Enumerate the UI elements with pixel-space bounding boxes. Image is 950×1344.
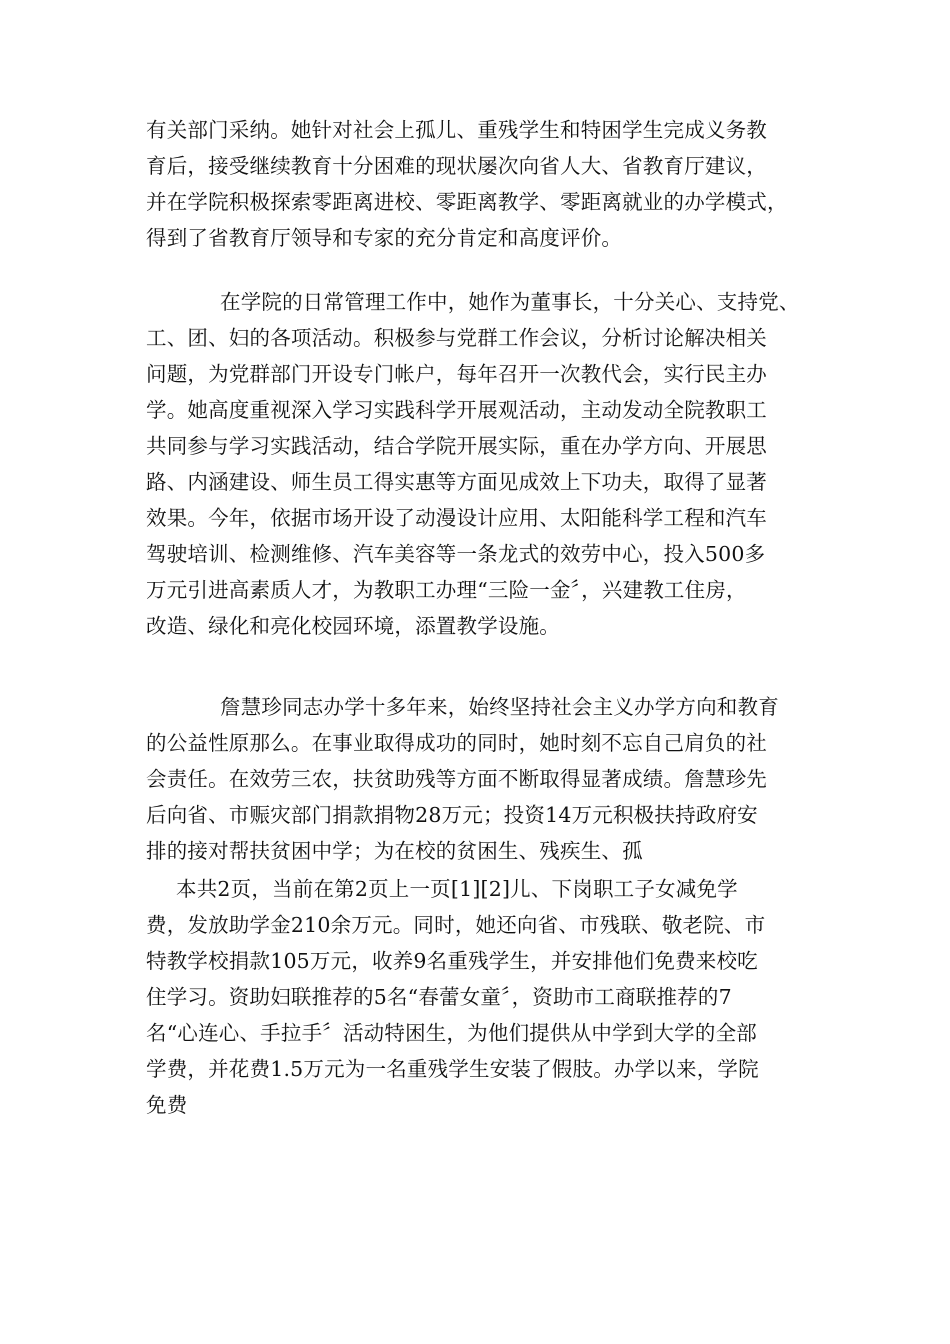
paragraph-line: 本共2页，当前在第2页上一页[1][2]儿、下岗职工子女减免学 (176, 877, 738, 901)
paragraph-line: 詹慧珍同志办学十多年来，始终坚持社会主义办学方向和教育 (220, 695, 779, 719)
paragraph-line: 学。她高度重视深入学习实践科学开展观活动，主动发动全院教职工 (146, 398, 767, 422)
paragraph-line: 费，发放助学金210余万元。同时，她还向省、市残联、敬老院、市 (146, 913, 766, 937)
paragraph-line: 有关部门采纳。她针对社会上孤儿、重残学生和特困学生完成义务教 (146, 118, 767, 142)
paragraph-4 (146, 871, 846, 1123)
paragraph-line: 的公益性原那么。在事业取得成功的同时，她时刻不忘自己肩负的社 (146, 731, 767, 755)
paragraph-line: 共同参与学习实践活动，结合学院开展实际，重在办学方向、开展思 (146, 434, 767, 458)
paragraph-2 (146, 284, 846, 644)
paragraph-line: 名“心连心、手拉手〞活动特困生，为他们提供从中学到大学的全部 (146, 1021, 757, 1045)
paragraph-line: 学费，并花费1.5万元为一名重残学生安装了假肢。办学以来，学院 (146, 1057, 759, 1081)
paragraph-line: 工、团、妇的各项活动。积极参与党群工作会议，分析讨论解决相关 (146, 326, 767, 350)
paragraph-line: 万元引进高素质人才，为教职工办理“三险一金〞，兴建教工住房， (146, 578, 747, 602)
paragraph-line: 后向省、市赈灾部门捐款捐物28万元；投资14万元积极扶持政府安 (146, 803, 758, 827)
paragraph-line: 驾驶培训、检测维修、汽车美容等一条龙式的效劳中心，投入500多 (146, 542, 766, 566)
paragraph-line: 会责任。在效劳三农，扶贫助残等方面不断取得显著成绩。詹慧珍先 (146, 767, 767, 791)
paragraph-line: 改造、绿化和亮化校园环境，添置教学设施。 (146, 614, 560, 638)
paragraph-line: 在学院的日常管理工作中，她作为董事长，十分关心、支持党、 (220, 290, 800, 314)
paragraph-line: 问题，为党群部门开设专门帐户，每年召开一次教代会，实行民主办 (146, 362, 767, 386)
paragraph-1 (146, 112, 846, 256)
paragraph-line: 免费 (146, 1093, 188, 1117)
paragraph-line: 得到了省教育厅领导和专家的充分肯定和高度评价。 (146, 226, 623, 250)
paragraph-line: 育后，接受继续教育十分困难的现状屡次向省人大、省教育厅建议， (146, 154, 767, 178)
paragraph-3 (146, 689, 846, 869)
paragraph-line: 特教学校捐款105万元，收养9名重残学生，并安排他们免费来校吃 (146, 949, 758, 973)
paragraph-line: 住学习。资助妇联推荐的5名“春蕾女童〞，资助市工商联推荐的7 (146, 985, 732, 1009)
paragraph-line: 排的接对帮扶贫困中学；为在校的贫困生、残疾生、孤 (146, 839, 643, 863)
paragraph-line: 路、内涵建设、师生员工得实惠等方面见成效上下功夫，取得了显著 (146, 470, 767, 494)
paragraph-line: 效果。今年，依据市场开设了动漫设计应用、太阳能科学工程和汽车 (146, 506, 767, 530)
paragraph-line: 并在学院积极探索零距离进校、零距离教学、零距离就业的办学模式， (146, 190, 788, 214)
